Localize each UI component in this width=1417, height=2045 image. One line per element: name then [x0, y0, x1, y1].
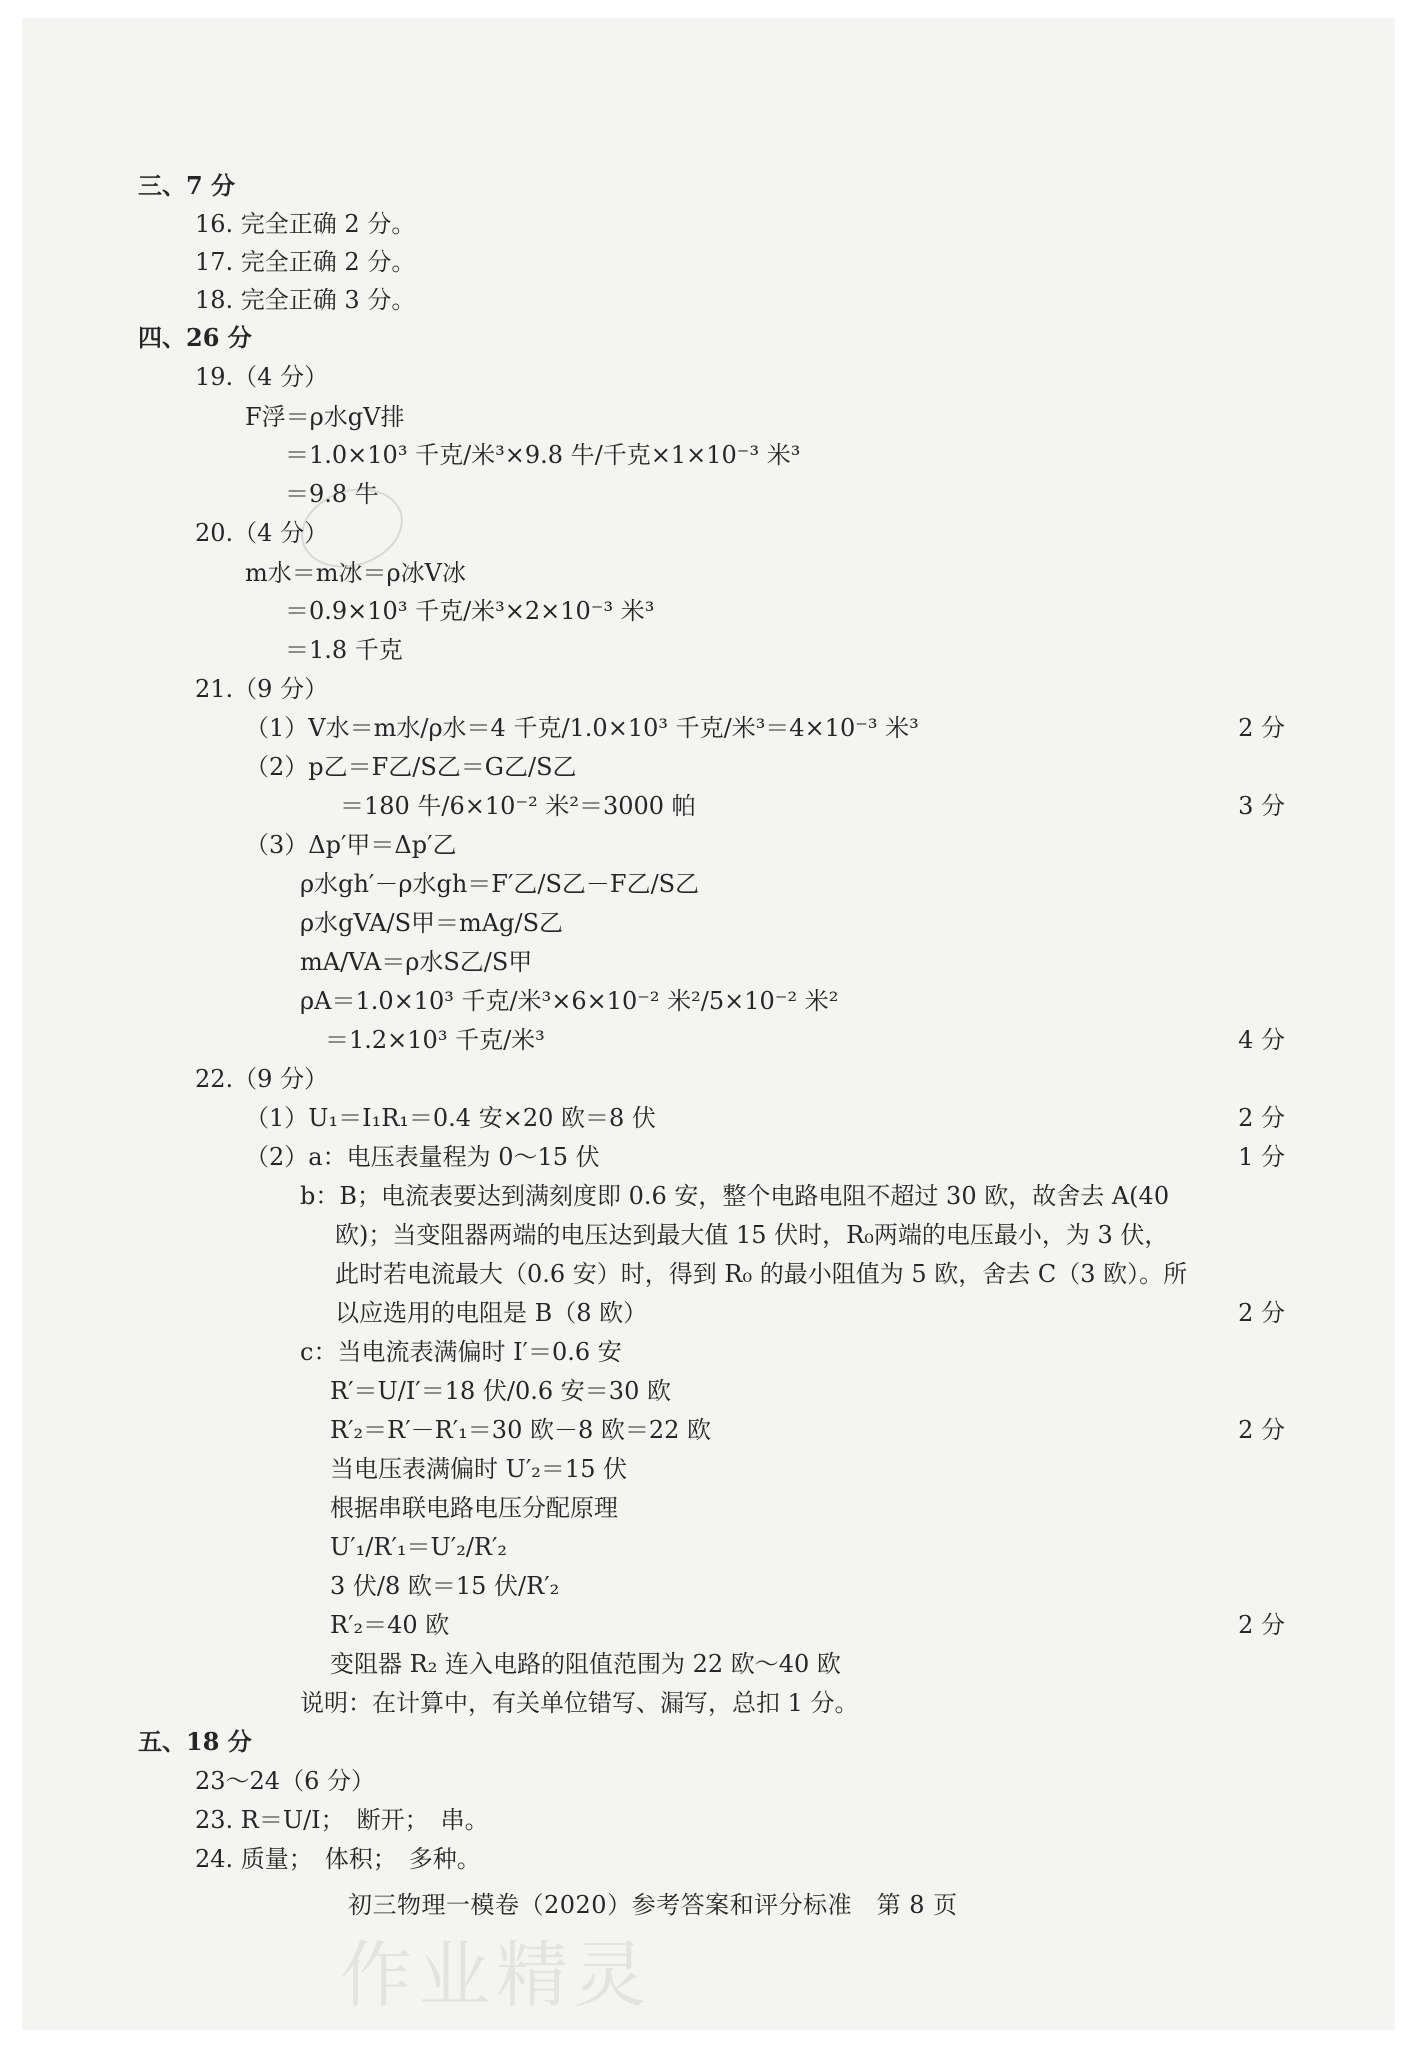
answer-line: 当电压表满偏时 U′₂＝15 伏: [330, 1455, 628, 1483]
answer-line: （1）U₁＝I₁R₁＝0.4 安×20 欧＝8 伏: [245, 1104, 656, 1132]
answer-line: c：当电流表满偏时 I′＝0.6 安: [300, 1338, 622, 1366]
answer-line: 18. 完全正确 3 分。: [195, 286, 416, 314]
answer-line: ＝1.2×10³ 千克/米³: [325, 1026, 545, 1054]
answer-line: m水＝m冰＝ρ冰V冰: [245, 559, 466, 587]
answer-line: R′＝U/I′＝18 伏/0.6 安＝30 欧: [330, 1377, 671, 1405]
answer-line: 23～24（6 分）: [195, 1767, 375, 1795]
answer-line: （2）a：电压表量程为 0～15 伏: [245, 1143, 600, 1171]
page-footer: 初三物理一模卷（2020）参考答案和评分标准 第 8 页: [348, 1891, 958, 1919]
answer-line: ＝9.8 牛: [285, 480, 379, 508]
score-mark: 2 分: [1238, 1416, 1285, 1444]
answer-line: ＝1.8 千克: [285, 636, 403, 664]
answer-line: 说明：在计算中，有关单位错写、漏写，总扣 1 分。: [300, 1689, 859, 1717]
answer-line: 19.（4 分）: [195, 363, 329, 391]
answer-line: 20.（4 分）: [195, 519, 329, 547]
score-mark: 2 分: [1238, 1611, 1285, 1639]
answer-line: 3 伏/8 欧＝15 伏/R′₂: [330, 1572, 560, 1600]
answer-line: （2）p乙＝F乙/S乙＝G乙/S乙: [245, 753, 577, 781]
answer-line: b：B；电流表要达到满刻度即 0.6 安，整个电路电阻不超过 30 欧，故舍去 A(40: [300, 1182, 1170, 1210]
answer-line: 以应选用的电阻是 B（8 欧）: [335, 1299, 648, 1327]
answer-line: R′₂＝R′－R′₁＝30 欧－8 欧＝22 欧: [330, 1416, 712, 1444]
score-mark: 3 分: [1238, 792, 1285, 820]
answer-line: R′₂＝40 欧: [330, 1611, 450, 1639]
answer-line: 根据串联电路电压分配原理: [330, 1494, 618, 1522]
answer-line: 22.（9 分）: [195, 1065, 329, 1093]
section-heading: 三、7 分: [138, 171, 236, 200]
answer-line: 欧)；当变阻器两端的电压达到最大值 15 伏时，R₀两端的电压最小，为 3 伏，: [335, 1221, 1169, 1249]
section-heading: 五、18 分: [138, 1727, 252, 1756]
answer-line: 23. R＝U/I； 断开； 串。: [195, 1806, 489, 1834]
answer-line: （1）V水＝m水/ρ水＝4 千克/1.0×10³ 千克/米³＝4×10⁻³ 米³: [245, 714, 919, 742]
answer-line: ρ水gVA/S甲＝mAg/S乙: [300, 909, 564, 937]
answer-line: 24. 质量； 体积； 多种。: [195, 1845, 481, 1873]
score-mark: 1 分: [1238, 1143, 1285, 1171]
answer-line: ＝0.9×10³ 千克/米³×2×10⁻³ 米³: [285, 597, 655, 625]
score-mark: 4 分: [1238, 1026, 1285, 1054]
section-heading: 四、26 分: [138, 323, 252, 352]
answer-line: F浮＝ρ水gV排: [245, 403, 405, 431]
answer-line: 21.（9 分）: [195, 675, 329, 703]
answer-line: （3）Δp′甲＝Δp′乙: [245, 831, 457, 859]
score-mark: 2 分: [1238, 1104, 1285, 1132]
answer-line: 16. 完全正确 2 分。: [195, 210, 416, 238]
answer-line: U′₁/R′₁＝U′₂/R′₂: [330, 1533, 508, 1561]
answer-line: 变阻器 R₂ 连入电路的阻值范围为 22 欧～40 欧: [330, 1650, 841, 1678]
answer-line: mA/VA＝ρ水S乙/S甲: [300, 948, 533, 976]
answer-line: 17. 完全正确 2 分。: [195, 248, 416, 276]
score-mark: 2 分: [1238, 1299, 1285, 1327]
answer-line: ρA＝1.0×10³ 千克/米³×6×10⁻² 米²/5×10⁻² 米²: [300, 987, 839, 1015]
score-mark: 2 分: [1238, 714, 1285, 742]
answer-line: ρ水gh′－ρ水gh＝F′乙/S乙－F乙/S乙: [300, 870, 700, 898]
answer-line: 此时若电流最大（0.6 安）时，得到 R₀ 的最小阻值为 5 欧，舍去 C（3 欧）。所: [335, 1260, 1188, 1288]
answer-line: ＝1.0×10³ 千克/米³×9.8 牛/千克×1×10⁻³ 米³: [285, 441, 801, 469]
answer-line: ＝180 牛/6×10⁻² 米²＝3000 帕: [340, 792, 696, 820]
watermark: 作业精灵: [340, 1933, 653, 2017]
